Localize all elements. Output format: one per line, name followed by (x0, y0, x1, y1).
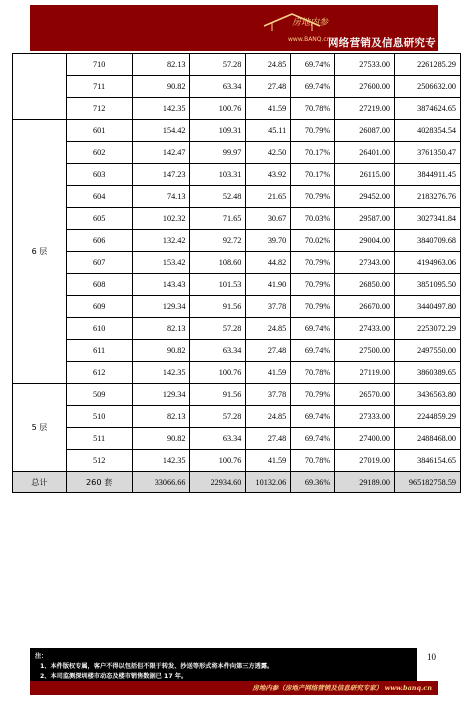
total-cell: 33066.66 (132, 472, 190, 493)
sales-table (12, 53, 461, 493)
table-cell: 4028354.54 (395, 120, 461, 142)
table-row (13, 340, 461, 362)
table-cell: 70.78% (291, 98, 335, 120)
table-cell: 45.11 (246, 120, 291, 142)
table-cell: 3844911.45 (395, 164, 461, 186)
table-cell: 2488468.00 (395, 428, 461, 450)
page-number: 10 (427, 652, 436, 662)
table-cell: 82.13 (132, 406, 190, 428)
table-cell: 24.85 (246, 406, 291, 428)
table-cell: 91.56 (190, 384, 246, 406)
table-row (13, 208, 461, 230)
room-number-cell: 606 (66, 230, 132, 252)
table-cell: 70.17% (291, 164, 335, 186)
table-cell: 142.35 (132, 450, 190, 472)
room-number-cell: 601 (66, 120, 132, 142)
table-cell: 90.82 (132, 428, 190, 450)
table-cell: 27.48 (246, 428, 291, 450)
table-cell: 70.78% (291, 362, 335, 384)
table-cell: 90.82 (132, 76, 190, 98)
table-cell: 69.74% (291, 406, 335, 428)
table-cell: 3436563.80 (395, 384, 461, 406)
table-cell: 109.31 (190, 120, 246, 142)
table-cell: 26670.00 (335, 296, 395, 318)
table-cell: 39.70 (246, 230, 291, 252)
table-cell: 70.79% (291, 274, 335, 296)
table-cell: 57.28 (190, 318, 246, 340)
table-row (13, 186, 461, 208)
table-cell: 91.56 (190, 296, 246, 318)
table-cell: 69.74% (291, 340, 335, 362)
table-cell: 44.82 (246, 252, 291, 274)
note-title: 注： (35, 653, 48, 660)
floor-cell: 5 层 (13, 384, 67, 472)
table-cell: 42.50 (246, 142, 291, 164)
table-cell: 52.48 (190, 186, 246, 208)
table-cell: 57.28 (190, 54, 246, 76)
table-cell: 3874624.65 (395, 98, 461, 120)
table-cell: 24.85 (246, 54, 291, 76)
table-cell: 27.48 (246, 76, 291, 98)
table-cell: 147.23 (132, 164, 190, 186)
table-cell: 27500.00 (335, 340, 395, 362)
table-row (13, 76, 461, 98)
table-cell: 27400.00 (335, 428, 395, 450)
table-cell: 82.13 (132, 54, 190, 76)
table-row (13, 384, 461, 406)
table-cell: 100.76 (190, 362, 246, 384)
table-row (13, 252, 461, 274)
table-row (13, 54, 461, 76)
table-cell: 27333.00 (335, 406, 395, 428)
room-number-cell: 509 (66, 384, 132, 406)
table-cell: 70.78% (291, 450, 335, 472)
table-row (13, 142, 461, 164)
table-cell: 71.65 (190, 208, 246, 230)
note-1: 1、本件版权专属，客户不得以包括但不限于转发、抄送等形式将本件向第三方透露。 (40, 663, 274, 670)
table-row (13, 230, 461, 252)
table-cell: 27219.00 (335, 98, 395, 120)
table-cell: 27343.00 (335, 252, 395, 274)
table-row (13, 318, 461, 340)
table-cell: 37.78 (246, 296, 291, 318)
room-number-cell: 512 (66, 450, 132, 472)
table-cell: 26850.00 (335, 274, 395, 296)
header-title: 网络营销及信息研究专家 (328, 37, 436, 64)
table-cell: 27.48 (246, 340, 291, 362)
table-cell: 63.34 (190, 76, 246, 98)
table-cell: 69.74% (291, 76, 335, 98)
room-number-cell: 610 (66, 318, 132, 340)
table-cell: 2183276.76 (395, 186, 461, 208)
table-cell: 41.59 (246, 450, 291, 472)
table-cell: 69.74% (291, 318, 335, 340)
table-cell: 41.59 (246, 98, 291, 120)
logo-text: 房地内参 (292, 18, 329, 28)
header-banner (30, 5, 438, 64)
room-number-cell: 712 (66, 98, 132, 120)
total-count: 260 套 (66, 472, 132, 493)
table-cell: 70.79% (291, 384, 335, 406)
table-cell: 26570.00 (335, 384, 395, 406)
table-cell: 43.92 (246, 164, 291, 186)
table-cell: 3860389.65 (395, 362, 461, 384)
table-cell: 37.78 (246, 384, 291, 406)
table-cell: 41.59 (246, 362, 291, 384)
room-number-cell: 607 (66, 252, 132, 274)
room-number-cell: 710 (66, 54, 132, 76)
table-row (13, 98, 461, 120)
table-cell: 108.60 (190, 252, 246, 274)
table-cell: 153.42 (132, 252, 190, 274)
table-cell: 2261285.29 (395, 54, 461, 76)
room-number-cell: 611 (66, 340, 132, 362)
room-number-cell: 603 (66, 164, 132, 186)
footer-brand: 房地内参（房地产网络营销及信息研究专家） www.banq.cn (252, 684, 432, 692)
table-cell: 129.34 (132, 296, 190, 318)
table-cell: 4194963.06 (395, 252, 461, 274)
room-number-cell: 605 (66, 208, 132, 230)
table-cell: 103.31 (190, 164, 246, 186)
table-row (13, 274, 461, 296)
table-cell: 70.17% (291, 142, 335, 164)
note-2: 2、本司监测深圳楼市动态及楼市销售数据已 17 年。 (40, 673, 188, 680)
table-cell: 70.79% (291, 296, 335, 318)
total-cell: 965182758.59 (395, 472, 461, 493)
table-cell: 3840709.68 (395, 230, 461, 252)
table-cell: 101.53 (190, 274, 246, 296)
table-cell: 92.72 (190, 230, 246, 252)
table-row (13, 428, 461, 450)
table-cell: 3851095.50 (395, 274, 461, 296)
table-row (13, 296, 461, 318)
table-row (13, 450, 461, 472)
table-cell: 2506632.00 (395, 76, 461, 98)
table-cell: 21.65 (246, 186, 291, 208)
table-cell: 29004.00 (335, 230, 395, 252)
table-cell: 57.28 (190, 406, 246, 428)
table-cell: 3440497.80 (395, 296, 461, 318)
floor-cell (13, 54, 67, 120)
room-number-cell: 511 (66, 428, 132, 450)
table-row (13, 406, 461, 428)
table-cell: 27600.00 (335, 76, 395, 98)
table-cell: 3846154.65 (395, 450, 461, 472)
room-number-cell: 608 (66, 274, 132, 296)
total-cell: 22934.60 (190, 472, 246, 493)
table-cell: 70.79% (291, 120, 335, 142)
table-cell: 26115.00 (335, 164, 395, 186)
table-cell: 24.85 (246, 318, 291, 340)
table-cell: 27019.00 (335, 450, 395, 472)
total-label: 总计 (13, 472, 67, 493)
table-cell: 100.76 (190, 98, 246, 120)
table-cell: 27119.00 (335, 362, 395, 384)
table-cell: 26087.00 (335, 120, 395, 142)
table-cell: 30.67 (246, 208, 291, 230)
total-cell: 29189.00 (335, 472, 395, 493)
total-cell: 69.36% (291, 472, 335, 493)
table-cell: 132.42 (132, 230, 190, 252)
table-cell: 2253072.29 (395, 318, 461, 340)
table-cell: 142.35 (132, 362, 190, 384)
table-cell: 70.79% (291, 252, 335, 274)
table-cell: 70.79% (291, 186, 335, 208)
table-cell: 142.47 (132, 142, 190, 164)
floor-cell: 6 层 (13, 120, 67, 384)
table-cell: 41.90 (246, 274, 291, 296)
room-number-cell: 612 (66, 362, 132, 384)
table-cell: 27433.00 (335, 318, 395, 340)
table-cell: 99.97 (190, 142, 246, 164)
table-cell: 27533.00 (335, 54, 395, 76)
total-cell: 10132.06 (246, 472, 291, 493)
table-cell: 154.42 (132, 120, 190, 142)
table-cell: 2244859.29 (395, 406, 461, 428)
footer-brand-bar (30, 681, 438, 695)
room-number-cell: 602 (66, 142, 132, 164)
table-row (13, 164, 461, 186)
table-cell: 74.13 (132, 186, 190, 208)
table-cell: 2497550.00 (395, 340, 461, 362)
table-cell: 63.34 (190, 428, 246, 450)
room-number-cell: 604 (66, 186, 132, 208)
table-cell: 90.82 (132, 340, 190, 362)
table-cell: 100.76 (190, 450, 246, 472)
table-cell: 143.43 (132, 274, 190, 296)
table-cell: 70.03% (291, 208, 335, 230)
table-cell: 82.13 (132, 318, 190, 340)
total-row (13, 472, 461, 493)
table-cell: 63.34 (190, 340, 246, 362)
table-cell: 29587.00 (335, 208, 395, 230)
table-cell: 29452.00 (335, 186, 395, 208)
table-cell: 129.34 (132, 384, 190, 406)
table-cell: 26401.00 (335, 142, 395, 164)
table-cell: 69.74% (291, 428, 335, 450)
room-number-cell: 609 (66, 296, 132, 318)
room-number-cell: 510 (66, 406, 132, 428)
table-body (13, 54, 461, 493)
room-number-cell: 711 (66, 76, 132, 98)
table-cell: 3027341.84 (395, 208, 461, 230)
table-row (13, 362, 461, 384)
logo-url: www.BANQ.cn (288, 36, 331, 43)
table-row (13, 120, 461, 142)
table-cell: 142.35 (132, 98, 190, 120)
table-cell: 69.74% (291, 54, 335, 76)
table-cell: 70.02% (291, 230, 335, 252)
table-cell: 102.32 (132, 208, 190, 230)
table-cell: 3761350.47 (395, 142, 461, 164)
